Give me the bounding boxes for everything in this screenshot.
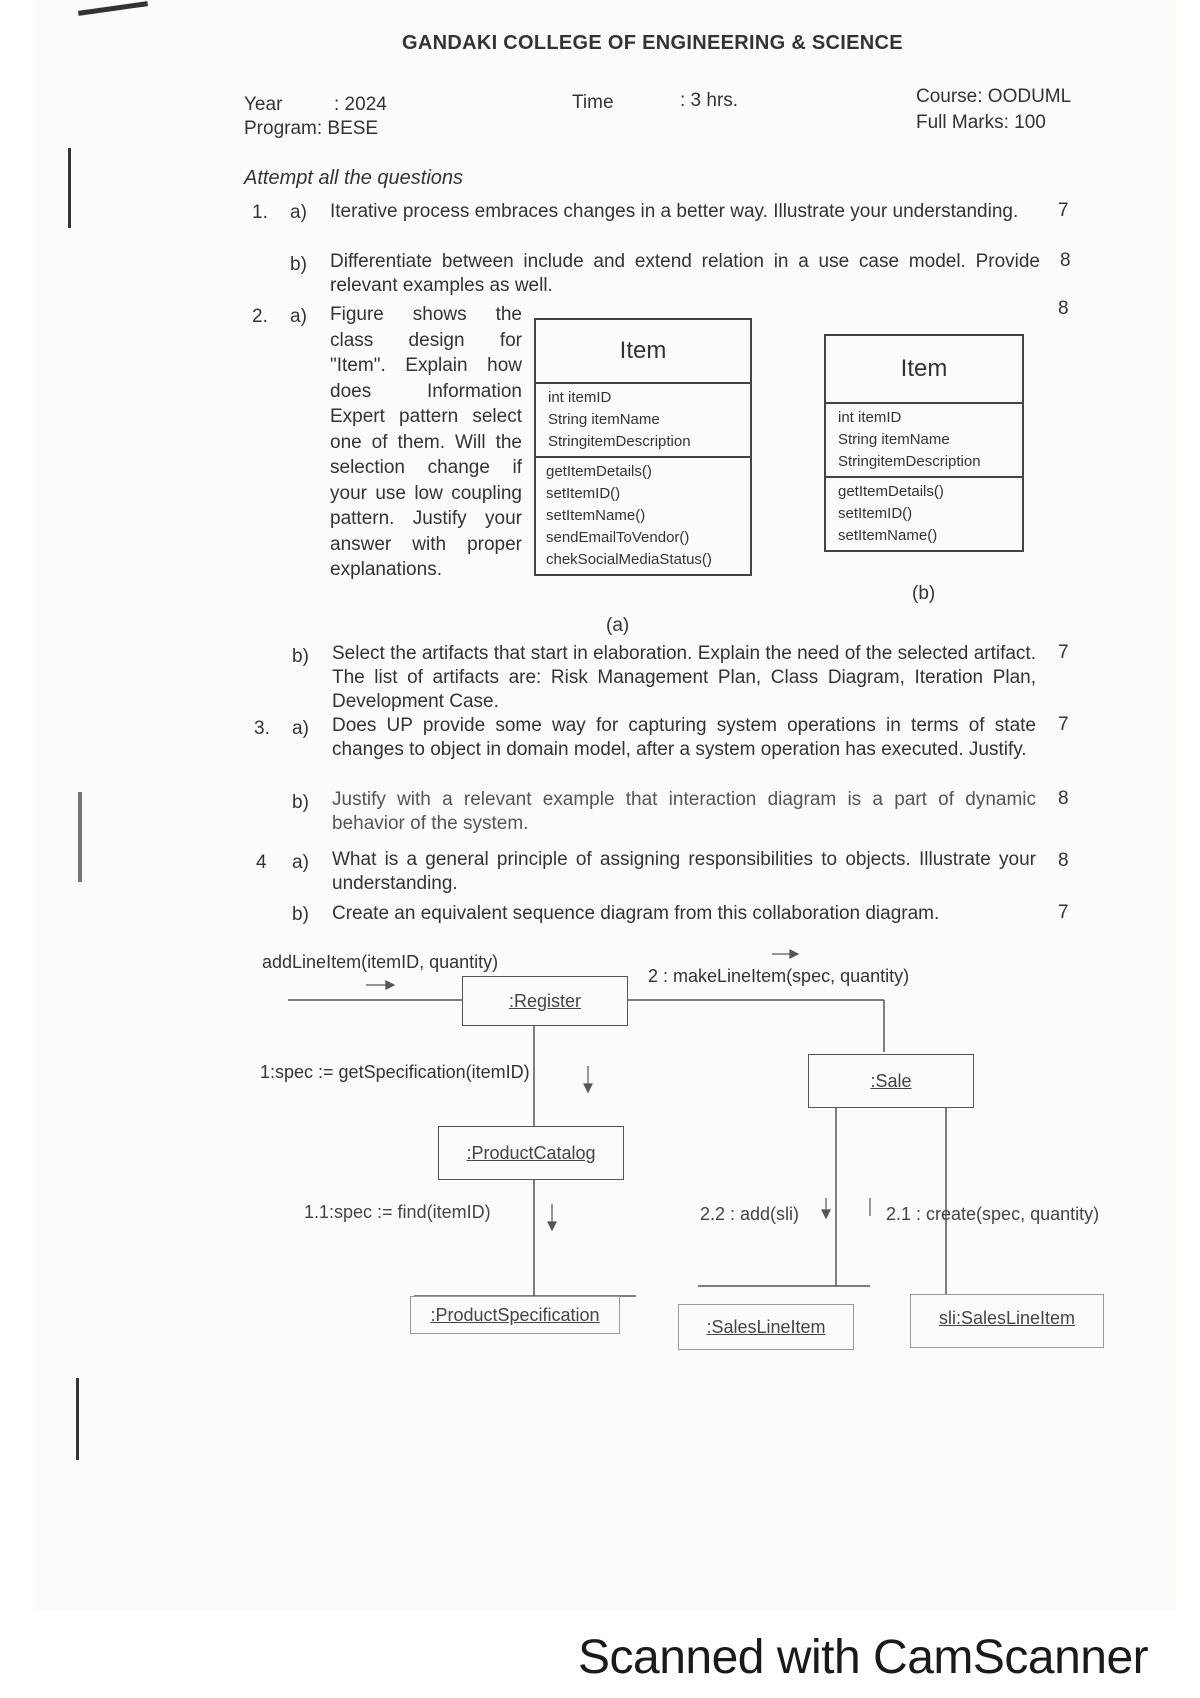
q3a-text: Does UP provide some way for capturing system operations in terms of state changes to object in domain model, after a system operation has executed. Justify. — [332, 715, 1036, 760]
class-a-name: Item — [536, 320, 750, 384]
q4b-marks: 7 — [1058, 902, 1069, 923]
class-b-attr: int itemID — [838, 409, 902, 426]
class-a-method: sendEmailToVendor() — [546, 529, 690, 546]
product-specification-object — [410, 1296, 620, 1334]
q2b-marks: 7 — [1058, 642, 1069, 663]
product-catalog-label: :ProductCatalog — [466, 1143, 596, 1163]
program: Program: BESE — [244, 118, 379, 139]
product-catalog-object — [438, 1126, 624, 1180]
sales-line-item-label: :SalesLineItem — [706, 1317, 826, 1337]
q4b-part: b) — [292, 904, 309, 925]
q3-number: 3. — [254, 718, 270, 739]
message-add-sli: 2.2 : add(sli) — [700, 1204, 800, 1224]
product-specification-label: :ProductSpecification — [430, 1305, 600, 1325]
q3b-marks: 8 — [1058, 788, 1069, 809]
college-title: GANDAKI COLLEGE OF ENGINEERING & SCIENCE — [402, 32, 903, 54]
message-find: 1.1:spec := find(itemID) — [304, 1202, 491, 1222]
q4a-text: What is a general principle of assigning responsibilities to objects. Illustrate your understanding. — [332, 849, 1036, 894]
q3b-part: b) — [292, 792, 309, 813]
class-b-attr: StringitemDescription — [838, 453, 981, 470]
sli-label: sli:SalesLineItem — [938, 1308, 1076, 1328]
message-make-line-item: 2 : makeLineItem(spec, quantity) — [648, 966, 910, 986]
sli-object — [910, 1294, 1104, 1348]
q1-number: 1. — [252, 202, 268, 223]
class-a-method: getItemDetails() — [546, 463, 652, 480]
class-b-method: setItemID() — [838, 505, 913, 522]
class-a-attr: StringitemDescription — [548, 433, 691, 450]
class-a-attr: int itemID — [548, 389, 612, 406]
q4a-marks: 8 — [1058, 850, 1069, 871]
q1a-marks: 7 — [1058, 200, 1069, 221]
message-get-specification: 1:spec := getSpecification(itemID) — [260, 1062, 530, 1082]
q2a-part: a) — [290, 306, 307, 327]
full-marks: Full Marks: 100 — [916, 112, 1046, 133]
q3a-marks: 7 — [1058, 714, 1069, 735]
year-label: Year — [244, 94, 283, 115]
sale-object — [808, 1054, 974, 1108]
class-a-caption: (a) — [606, 615, 630, 636]
q3a-part: a) — [292, 718, 309, 739]
class-b-method: setItemName() — [838, 527, 938, 544]
q1b-text: Differentiate between include and extend relation in a use case model. Provide relevant examples as well. — [330, 251, 1040, 296]
instructions: Attempt all the questions — [244, 167, 464, 189]
q2b-part: b) — [292, 646, 309, 667]
class-a-method: setItemID() — [546, 485, 621, 502]
q1a-part: a) — [290, 202, 307, 223]
message-add-line-item: addLineItem(itemID, quantity) — [262, 952, 499, 972]
class-a-method: chekSocialMediaStatus() — [546, 551, 712, 568]
q1a-text: Iterative process embraces changes in a better way. Illustrate your understanding. — [330, 201, 1019, 222]
scanner-watermark: Scanned with CamScanner — [578, 1631, 1149, 1684]
class-b-name: Item — [826, 336, 1022, 404]
course: Course: OODUML — [916, 86, 1072, 107]
class-b-method: getItemDetails() — [838, 483, 944, 500]
register-object — [462, 976, 628, 1026]
q2a-marks: 8 — [1058, 298, 1069, 319]
q3b-text: Justify with a relevant example that interaction diagram is a part of dynamic behavior of the system. — [332, 789, 1036, 834]
time-value: : 3 hrs. — [680, 90, 739, 111]
class-a-attr: String itemName — [548, 411, 660, 428]
q1b-marks: 8 — [1060, 250, 1071, 271]
q4a-part: a) — [292, 852, 309, 873]
sales-line-item-object — [678, 1304, 854, 1350]
class-a-method: setItemName() — [546, 507, 646, 524]
q4b-text: Create an equivalent sequence diagram from this collaboration diagram. — [332, 903, 940, 924]
q2b-text: Select the artifacts that start in elaboration. Explain the need of the selected artifact. The list of artifacts are: Risk Management Plan, Class Diagram, Iteration Plan, Development Case. — [332, 643, 1036, 712]
year-value: : 2024 — [334, 94, 387, 115]
message-create: 2.1 : create(spec, quantity) — [886, 1204, 1100, 1224]
q4-number: 4 — [256, 852, 267, 873]
q1b-part: b) — [290, 254, 307, 275]
class-b-attr: String itemName — [838, 431, 950, 448]
register-label: :Register — [508, 991, 582, 1011]
q2a-text: Figure shows the class design for "Item". Explain how does Information Expert pattern select one of them. Will the selection change if your use low coupling pattern. Justify your answer with proper explanations. — [330, 304, 522, 580]
time-label: Time — [572, 92, 614, 113]
class-b-caption: (b) — [912, 583, 936, 604]
sale-label: :Sale — [870, 1071, 912, 1091]
q2-number: 2. — [252, 306, 268, 327]
